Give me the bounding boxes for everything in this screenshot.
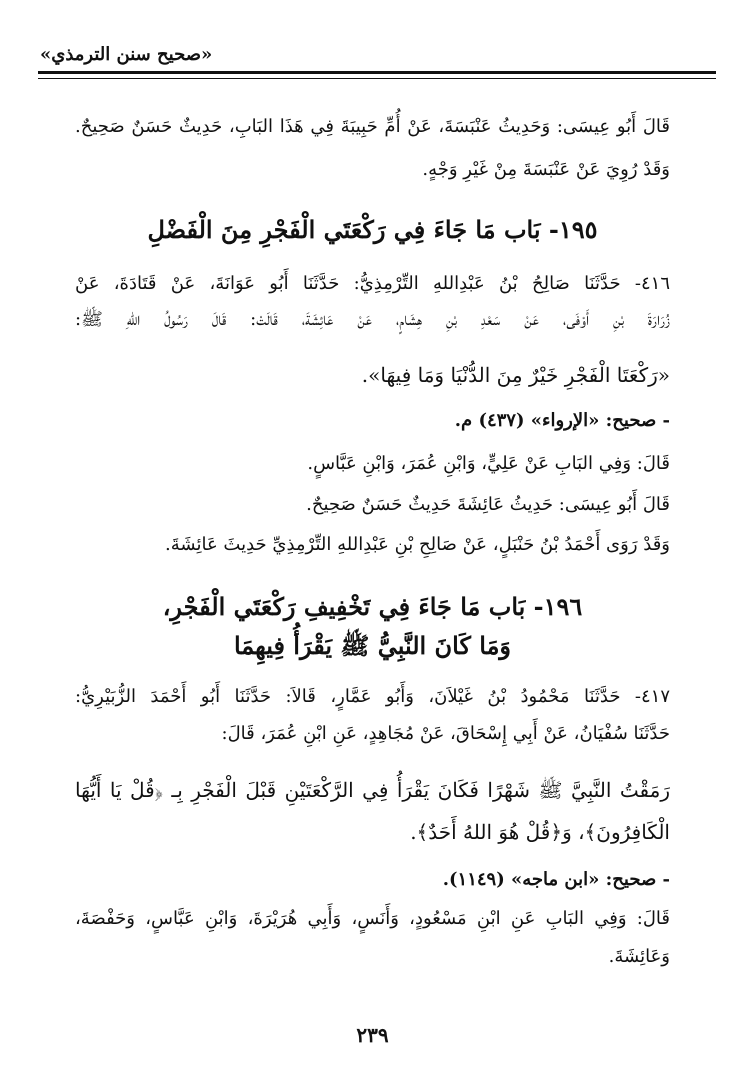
chapter-196-heading-line-1: ١٩٦- بَاب مَا جَاءَ فِي تَخْفِيفِ رَكْعَتَي الْفَجْرِ،	[162, 592, 583, 621]
hadith-416-note-3: وَقَدْ رَوَى أَحْمَدُ بْنُ حَنْبَلٍ، عَنْ صَالِحِ بْنِ عَبْدِاللهِ التِّرْمِذِيِّ حَدِيثَ عَائِشَةَ.	[165, 534, 670, 555]
top-note-line-1: قَالَ أَبُو عِيسَى: وَحَدِيثُ عَنْبَسَةَ، عَنْ أُمِّ حَبِيبَةَ فِي هَذَا البَابِ، حَدِيثٌ حَسَنٌ صَحِيحٌ.	[75, 116, 670, 137]
chapter-196-heading-line-2: وَمَا كَانَ النَّبِيُّ ﷺ يَقْرَأُ فِيهِمَا	[233, 631, 512, 660]
hadith-417-matn-line-2: الْكَافِرُونَ﴾، وَ﴿قُلْ هُوَ اللهُ أَحَدٌ﴾.	[410, 820, 670, 844]
running-header-title: «صحيح سنن الترمذي»	[40, 44, 213, 65]
hadith-416-grade: - صحيح: «الإرواء» (٤٣٧) م.	[454, 410, 670, 431]
chapter-195-heading: ١٩٥- بَاب مَا جَاءَ فِي رَكْعَتَي الْفَجْرِ مِنَ الْفَضْلِ	[147, 215, 598, 244]
hadith-416-isnad-line-2: زُرَارَةَ بْنِ أَوْفَى، عَنْ سَعْدِ بْنِ هِشَامٍ، عَنْ عَائِشَةَ، قَالَتْ: قَالَ رَسُولُ اللهِ ﷺ:	[75, 309, 670, 330]
hadith-417-note-2: وَعَائِشَةَ.	[608, 946, 670, 967]
hadith-417-grade: - صحيح: «ابن ماجه» (١١٤٩).	[442, 869, 670, 890]
hadith-416-isnad-line-1: ٤١٦- حَدَّثَنَا صَالِحُ بْنُ عَبْدِاللهِ التِّرْمِذِيُّ: حَدَّثَنَا أَبُو عَوَانَةَ، عَنْ قَتَادَةَ، عَنْ	[75, 273, 670, 294]
page-number: ٢٣٩	[356, 1023, 389, 1047]
hadith-417-matn-line-1: رَمَقْتُ النَّبِيَّ ﷺ شَهْرًا فَكَانَ يَقْرَأُ فِي الرَّكْعَتَيْنِ قَبْلَ الْفَجْرِ بِـ ﴿قُلْ يَا أَيُّهَا	[75, 778, 670, 802]
hadith-417-note-1: قَالَ: وَفِي البَابِ عَنِ ابْنِ مَسْعُودٍ، وَأَنَسٍ، وَأَبِي هُرَيْرَةَ، وَابْنِ عَبَّاسٍ، وَحَفْصَةَ،	[75, 908, 670, 929]
hadith-416-note-1: قَالَ: وَفِي البَابِ عَنْ عَلِيٍّ، وَابْنِ عُمَرَ، وَابْنِ عَبَّاسٍ.	[307, 453, 670, 474]
top-note-line-2: وَقَدْ رُوِيَ عَنْ عَنْبَسَةَ مِنْ غَيْرِ وَجْهٍ.	[422, 159, 670, 180]
hadith-417-isnad-line-2: حَدَّثَنَا سُفْيَانُ، عَنْ أَبِي إِسْحَاقَ، عَنْ مُجَاهِدٍ، عَنِ ابْنِ عُمَرَ، قَالَ:	[221, 723, 670, 744]
hadith-416-matn: «رَكْعَتَا الْفَجْرِ خَيْرٌ مِنَ الدُّنْيَا وَمَا فِيهَا».	[361, 363, 670, 387]
header-rule-thick	[38, 71, 716, 74]
header-rule-thin	[38, 78, 716, 79]
hadith-416-note-2: قَالَ أَبُو عِيسَى: حَدِيثُ عَائِشَةَ حَدِيثٌ حَسَنٌ صَحِيحٌ.	[306, 494, 670, 515]
hadith-417-isnad-line-1: ٤١٧- حَدَّثَنَا مَحْمُودُ بْنُ غَيْلاَنَ، وَأَبُو عَمَّارٍ، قَالاَ: حَدَّثَنَا أَبُو أَحْمَدَ الزُّبَيْرِيُّ:	[75, 686, 670, 707]
